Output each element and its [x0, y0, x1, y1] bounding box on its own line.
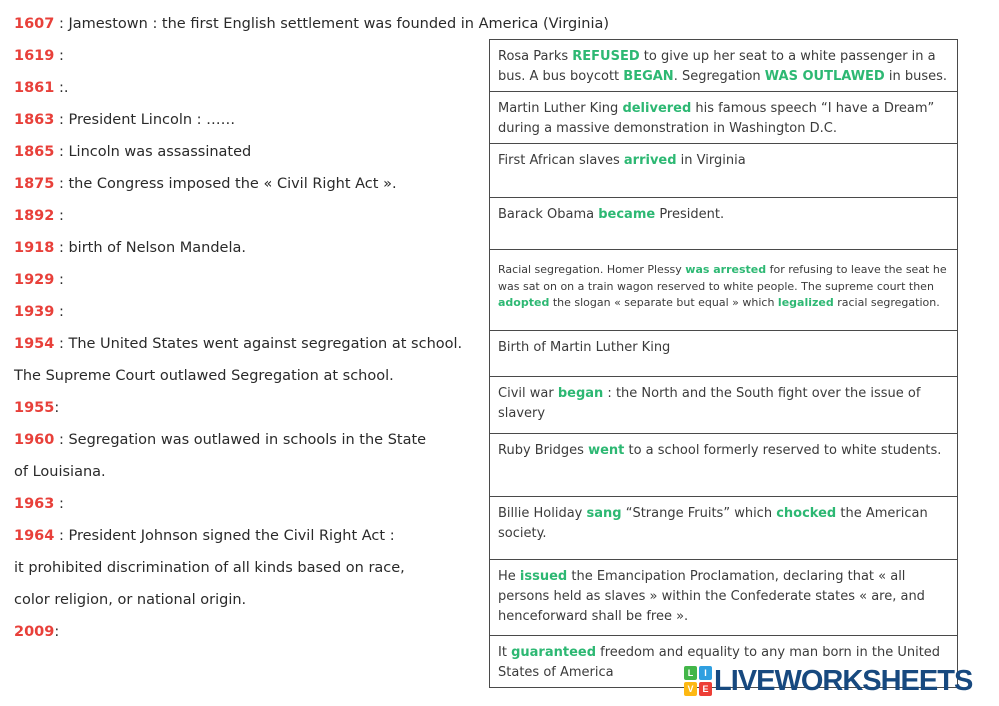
timeline-line: 1861 :. [14, 80, 69, 96]
timeline-year: 1954 [14, 336, 55, 352]
logo-square-v: V [684, 682, 697, 696]
event-text: . Segregation [673, 69, 765, 84]
highlighted-verb: delivered [622, 101, 692, 116]
timeline-year: 1964 [14, 528, 55, 544]
timeline-year: 1892 [14, 208, 55, 224]
event-text: to give up her seat to a white passenger in a bus. A bus boycott [498, 49, 936, 84]
timeline-line: 1929 : [14, 272, 64, 288]
timeline-year: 1963 [14, 496, 55, 512]
timeline-line: 2009: [14, 624, 60, 640]
event-text: his famous speech “I have a Dream” during a massive demonstration in Washington D.C. [498, 101, 935, 136]
timeline-line: 1865 : Lincoln was assassinated [14, 144, 252, 160]
event-box[interactable] [489, 376, 958, 434]
event-box[interactable] [489, 143, 958, 198]
liveworksheets-logo [684, 666, 972, 696]
event-text: First African slaves [498, 153, 624, 168]
timeline-line: 1964 : President Johnson signed the Civil Right Act : [14, 528, 395, 544]
event-box[interactable] [489, 197, 958, 250]
timeline-line: The Supreme Court outlawed Segregation at school. [14, 368, 394, 384]
timeline-year: 1929 [14, 272, 55, 288]
event-text: President. [655, 207, 725, 222]
timeline-year: 1875 [14, 176, 55, 192]
timeline-year: 1918 [14, 240, 55, 256]
highlighted-verb: adopted [498, 296, 550, 309]
event-text: Birth of Martin Luther King [498, 340, 671, 355]
logo-square-i: I [699, 666, 712, 680]
event-box[interactable] [489, 559, 958, 636]
event-box[interactable] [489, 330, 958, 377]
event-text: to a school formerly reserved to white students. [624, 443, 942, 458]
logo-text: LIVEWORKSHEETS [714, 665, 973, 697]
highlighted-verb: began [557, 386, 604, 401]
timeline-line: 1607 : Jamestown : the first English settlement was founded in America (Virginia) [14, 16, 610, 32]
timeline-year: 1861 [14, 80, 55, 96]
timeline-line: 1954 : The United States went against segregation at school. [14, 336, 463, 352]
event-text: He [498, 569, 520, 584]
highlighted-verb: REFUSED [572, 49, 640, 64]
event-text: Billie Holiday [498, 506, 587, 521]
timeline-year: 1607 [14, 16, 55, 32]
timeline-line: 1619 : [14, 48, 64, 64]
timeline-line: 1955: [14, 400, 60, 416]
timeline-year: 1619 [14, 48, 55, 64]
events-table [489, 40, 958, 688]
event-box[interactable] [489, 433, 958, 497]
logo-square-l: L [684, 666, 697, 680]
event-box[interactable] [489, 91, 958, 144]
event-text: Rosa Parks [498, 49, 573, 64]
timeline-line: color religion, or national origin. [14, 592, 247, 608]
highlighted-verb: became [598, 207, 656, 222]
event-text: Civil war [498, 386, 558, 401]
timeline-line: 1863 : President Lincoln : …… [14, 112, 236, 128]
highlighted-verb: sang [586, 506, 622, 521]
timeline-line: 1963 : [14, 496, 64, 512]
event-text: freedom and equality to any man born in the United States of America [498, 645, 941, 680]
highlighted-verb: arrived [623, 153, 677, 168]
timeline-line: of Louisiana. [14, 464, 106, 480]
highlighted-verb: guaranteed [511, 645, 597, 660]
highlighted-verb: chocked [776, 506, 837, 521]
highlighted-verb: BEGAN [623, 69, 674, 84]
timeline-year: 1863 [14, 112, 55, 128]
timeline-year: 1955 [14, 400, 55, 416]
timeline-year: 2009 [14, 624, 55, 640]
event-text: Barack Obama [498, 207, 599, 222]
event-text: the American society. [498, 506, 928, 541]
timeline-line: it prohibited discrimination of all kinds based on race, [14, 560, 405, 576]
event-text: in Virginia [676, 153, 746, 168]
timeline-year: 1960 [14, 432, 55, 448]
event-text: for refusing to leave the seat he was sat on on a train wagon reserved to white people. The supreme court then [498, 263, 947, 293]
highlighted-verb: legalized [777, 296, 834, 309]
highlighted-verb: was arrested [685, 263, 767, 276]
event-text: Martin Luther King [498, 101, 623, 116]
event-text: in buses. [884, 69, 948, 84]
highlighted-verb: WAS OUTLAWED [764, 69, 885, 84]
logo-square-e: E [699, 682, 712, 696]
liveworksheets-grid-icon [684, 666, 712, 696]
timeline-line: 1875 : the Congress imposed the « Civil Right Act ». [14, 176, 397, 192]
event-text: racial segregation. [833, 296, 940, 309]
timeline-line: 1892 : [14, 208, 64, 224]
event-text: “Strange Fruits” which [621, 506, 777, 521]
event-text: the Emancipation Proclamation, declaring that « all persons held as slaves » within the Confederate states « are, and henceforward shall be free ». [498, 569, 925, 624]
event-text: It [498, 645, 512, 660]
event-text: the slogan « separate but equal » which [549, 296, 778, 309]
event-text: Racial segregation. Homer Plessy [498, 263, 686, 276]
timeline-year: 1865 [14, 144, 55, 160]
timeline-year: 1939 [14, 304, 55, 320]
timeline-line: 1939 : [14, 304, 64, 320]
highlighted-verb: went [588, 443, 625, 458]
event-text: : the North and the South fight over the issue of slavery [498, 386, 921, 421]
highlighted-verb: issued [519, 569, 568, 584]
timeline-line: 1960 : Segregation was outlawed in schools in the State [14, 432, 427, 448]
event-text: Ruby Bridges [498, 443, 589, 458]
event-box[interactable] [489, 249, 958, 331]
event-box[interactable] [489, 496, 958, 560]
timeline-line: 1918 : birth of Nelson Mandela. [14, 240, 246, 256]
event-box[interactable] [489, 39, 958, 92]
